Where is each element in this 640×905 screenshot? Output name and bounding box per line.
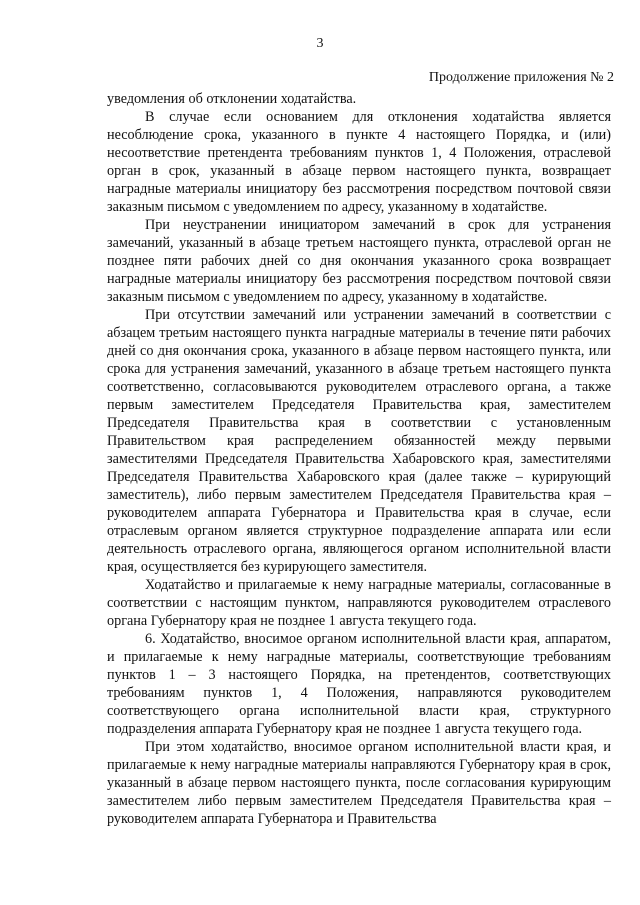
running-header: Продолжение приложения № 2 — [428, 70, 614, 85]
paragraph: При отсутствии замечаний или устранении замечаний в соответствии с абзацем третьим настоящего пункта наградные материалы в течение пяти рабочих дней со дня окончания срока, указанного в абзаце первом настоящего пункта, или срока для устранения замечаний, указанного в абзаце третьем настоящего пункта соответственно, согласовываются руководителем отраслевого органа, а также первым заместителем Председателя Правительства края, заместителем Председателя Правительства края в соответствии с установленным Правительством края распределением обязанностей между первыми заместителями Председателя Правительства Хабаровского края, заместителями Председателя Правительства Хабаровского края (далее также – курирующий заместитель), либо первым заместителем Председателя Правительства края – руководителем аппарата Губернатора и Правительства края в случае, если отраслевым органом является структурное подразделение аппарата или если деятельность отраслевого органа, являющегося органом исполнительной власти края, осуществляется без курирующего заместителя. — [107, 307, 611, 575]
paragraph: Ходатайство и прилагаемые к нему наградные материалы, согласованные в соответствии с настоящим пунктом, направляются руководителем отраслевого органа Губернатору края не позднее 1 августа текущего года. — [107, 577, 611, 629]
page-number: 3 — [316, 36, 324, 51]
paragraph: При этом ходатайство, вносимое органом исполнительной власти края, и прилагаемые к нему наградные материалы направляются Губернатору края в срок, указанный в абзаце первом настоящего пункта, после согласования курирующим заместителем либо первым заместителем Председателя Правительства края – руководителем аппарата Губернатора и Правительства — [107, 739, 611, 827]
document-body — [107, 90, 611, 828]
paragraph: В случае если основанием для отклонения ходатайства является несоблюдение срока, указанного в пункте 4 настоящего Порядка, и (или) несоответствие претендента требованиям пунктов 1, 4 Положения, отраслевой орган в срок, указанный в абзаце первом настоящего пункта, возвращает наградные материалы инициатору без рассмотрения посредством почтовой связи заказным письмом с уведомлением по адресу, указанному в ходатайстве. — [107, 109, 611, 215]
paragraph: При неустранении инициатором замечаний в срок для устранения замечаний, указанный в абзаце третьем настоящего пункта, отраслевой орган не позднее пяти рабочих дней со дня окончания указанного срока возвращает наградные материалы инициатору без рассмотрения посредством почтовой связи заказным письмом с уведомлением по адресу, указанному в ходатайстве. — [107, 217, 611, 305]
paragraph: уведомления об отклонении ходатайства. — [107, 91, 357, 107]
paragraph: 6. Ходатайство, вносимое органом исполнительной власти края, аппаратом, и прилагаемые к нему наградные материалы, соответствующие требованиям пунктов 1 – 3 настоящего Порядка, на претендентов, соответствующих требованиям пунктов 1, 4 Положения, направляются руководителем соответствующего органа исполнительной власти края, структурного подразделения аппарата Губернатору края не позднее 1 августа текущего года. — [107, 631, 611, 737]
